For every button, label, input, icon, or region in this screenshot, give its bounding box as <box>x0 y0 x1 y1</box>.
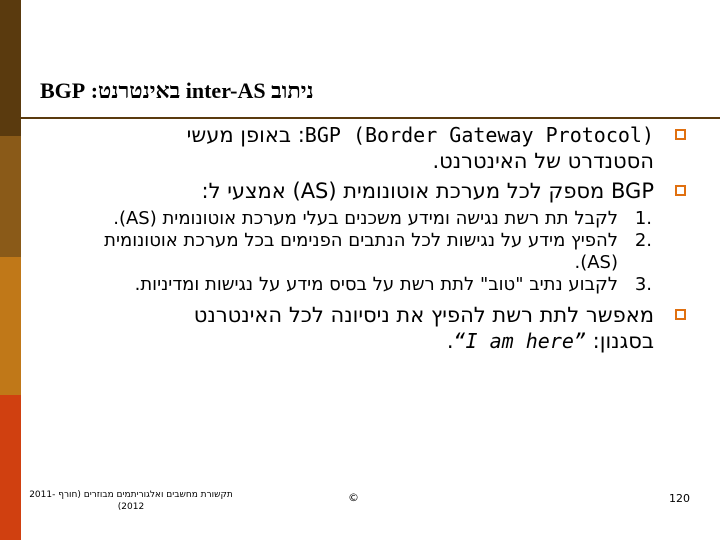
strip-upper-mid <box>0 136 21 257</box>
i-am-here-quote: “I am here” <box>453 329 586 353</box>
sub-list <box>56 208 686 296</box>
square-bullet-icon <box>675 185 686 196</box>
bullet-3-text: מאפשר לתת רשת להפיץ את ניסיונה לכל האינטרנט <box>193 303 654 327</box>
bgp-full-name: BGP (Border Gateway Protocol) <box>304 123 654 147</box>
list-item <box>56 208 686 230</box>
item-text: לקבוע נתיב "טוב" לתת רשת על בסיס מידע על נגישות ומדיניות. <box>134 274 618 295</box>
item-number: 2. <box>634 230 652 251</box>
list-item <box>56 274 686 296</box>
item-number: 3. <box>634 274 652 295</box>
list-item <box>56 230 686 274</box>
item-number: 1. <box>634 208 652 229</box>
bullet-3-style: בסגנון: <box>585 329 654 353</box>
strip-lower-mid <box>0 257 21 395</box>
square-bullet-icon <box>675 309 686 320</box>
page-number: 120 <box>669 492 690 505</box>
bullet-propagate <box>56 302 686 354</box>
footer-source: תקשורת מחשבים ואלגוריתמים מבוזרים (חורף 2011-2012) <box>29 490 233 512</box>
square-bullet-icon <box>675 129 686 140</box>
bullet-2-text: מספק לכל מערכת אוטונומית (AS) אמצעי ל: <box>201 179 605 203</box>
slide-content <box>56 122 686 358</box>
item-text: לקבל תת רשת נגישה ומידע משכנים בעלי מערכת אוטונומית (AS). <box>113 208 618 229</box>
bullet-3-end: . <box>446 329 454 353</box>
slide-title: ניתוב inter-AS באינטרנט: BGP <box>40 78 314 103</box>
bgp-label: BGP <box>611 179 654 203</box>
strip-top <box>0 0 21 136</box>
bullet-1-text-2: הסטנדרט של האינטרנט. <box>432 149 654 173</box>
bullet-1-text: : באופן מעשי <box>186 123 305 147</box>
strip-bottom <box>0 395 21 540</box>
item-text: להפיץ מידע על נגישות לכל הנתבים הפנימים בכל מערכת אוטונומית (AS). <box>104 230 618 273</box>
bullet-bgp-definition <box>56 122 686 174</box>
footer-copyright: © <box>348 491 359 504</box>
title-rule <box>21 117 720 119</box>
bullet-bgp-provides <box>56 178 686 204</box>
